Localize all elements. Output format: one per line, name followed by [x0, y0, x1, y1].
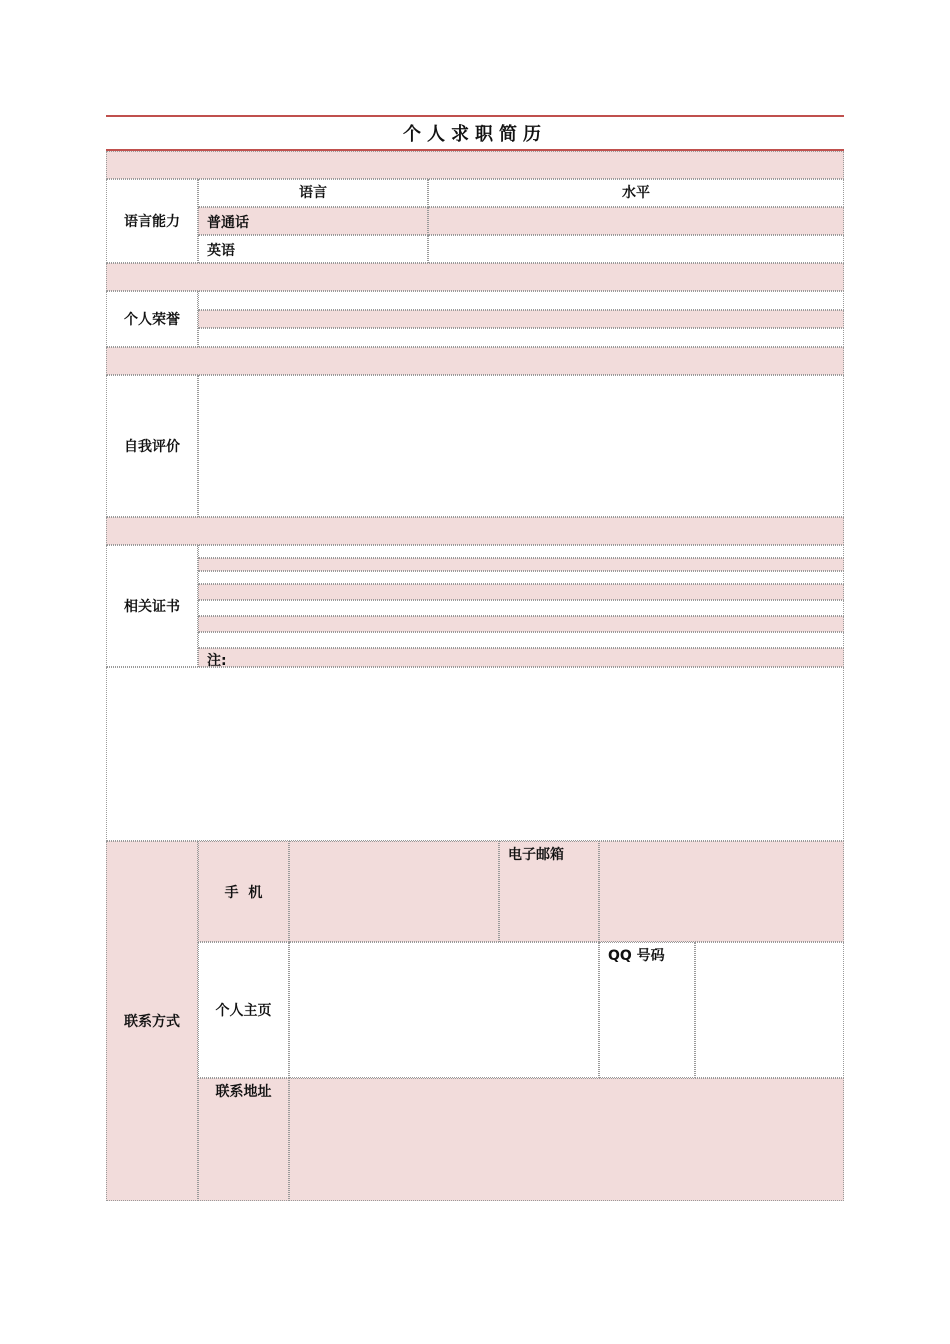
- homepage-value[interactable]: [289, 942, 599, 1078]
- language-row-name: 普通话: [198, 207, 428, 235]
- certificate-line[interactable]: [198, 632, 844, 648]
- section-band: [106, 517, 844, 545]
- address-label: 联系地址: [198, 1078, 289, 1201]
- phone-value[interactable]: [289, 841, 499, 942]
- email-label: 电子邮箱: [499, 841, 599, 942]
- certificate-line[interactable]: [198, 558, 844, 571]
- certificate-line[interactable]: [198, 545, 844, 558]
- self-eval-label: 自我评价: [106, 375, 198, 517]
- certificate-line[interactable]: [198, 616, 844, 632]
- contact-label: 联系方式: [106, 841, 198, 1201]
- section-band: [106, 263, 844, 291]
- language-row-name: 英语: [198, 235, 428, 263]
- certificate-line[interactable]: [198, 600, 844, 616]
- language-header-name: 语言: [198, 179, 428, 207]
- certificate-line[interactable]: [198, 584, 844, 600]
- address-value[interactable]: [289, 1078, 844, 1201]
- language-row-level[interactable]: [428, 235, 844, 263]
- honors-line[interactable]: [198, 328, 844, 347]
- qq-label: QQ 号码: [599, 942, 695, 1078]
- qq-value[interactable]: [695, 942, 844, 1078]
- certificate-line[interactable]: [198, 571, 844, 584]
- section-band: [106, 347, 844, 375]
- honors-line[interactable]: [198, 291, 844, 310]
- honors-line[interactable]: [198, 310, 844, 328]
- certificates-label: 相关证书: [106, 545, 198, 667]
- page-title: 个人求职简历: [403, 124, 547, 145]
- language-header-level: 水平: [428, 179, 844, 207]
- language-row-level[interactable]: [428, 207, 844, 235]
- honors-label: 个人荣誉: [106, 291, 198, 347]
- language-label: 语言能力: [106, 179, 198, 263]
- certificate-note: 注:: [198, 648, 844, 667]
- self-eval-content[interactable]: [198, 375, 844, 517]
- homepage-label: 个人主页: [198, 942, 289, 1078]
- email-value[interactable]: [599, 841, 844, 942]
- section-band: [106, 151, 844, 179]
- blank-area: [106, 667, 844, 841]
- phone-label: 手 机: [198, 841, 289, 942]
